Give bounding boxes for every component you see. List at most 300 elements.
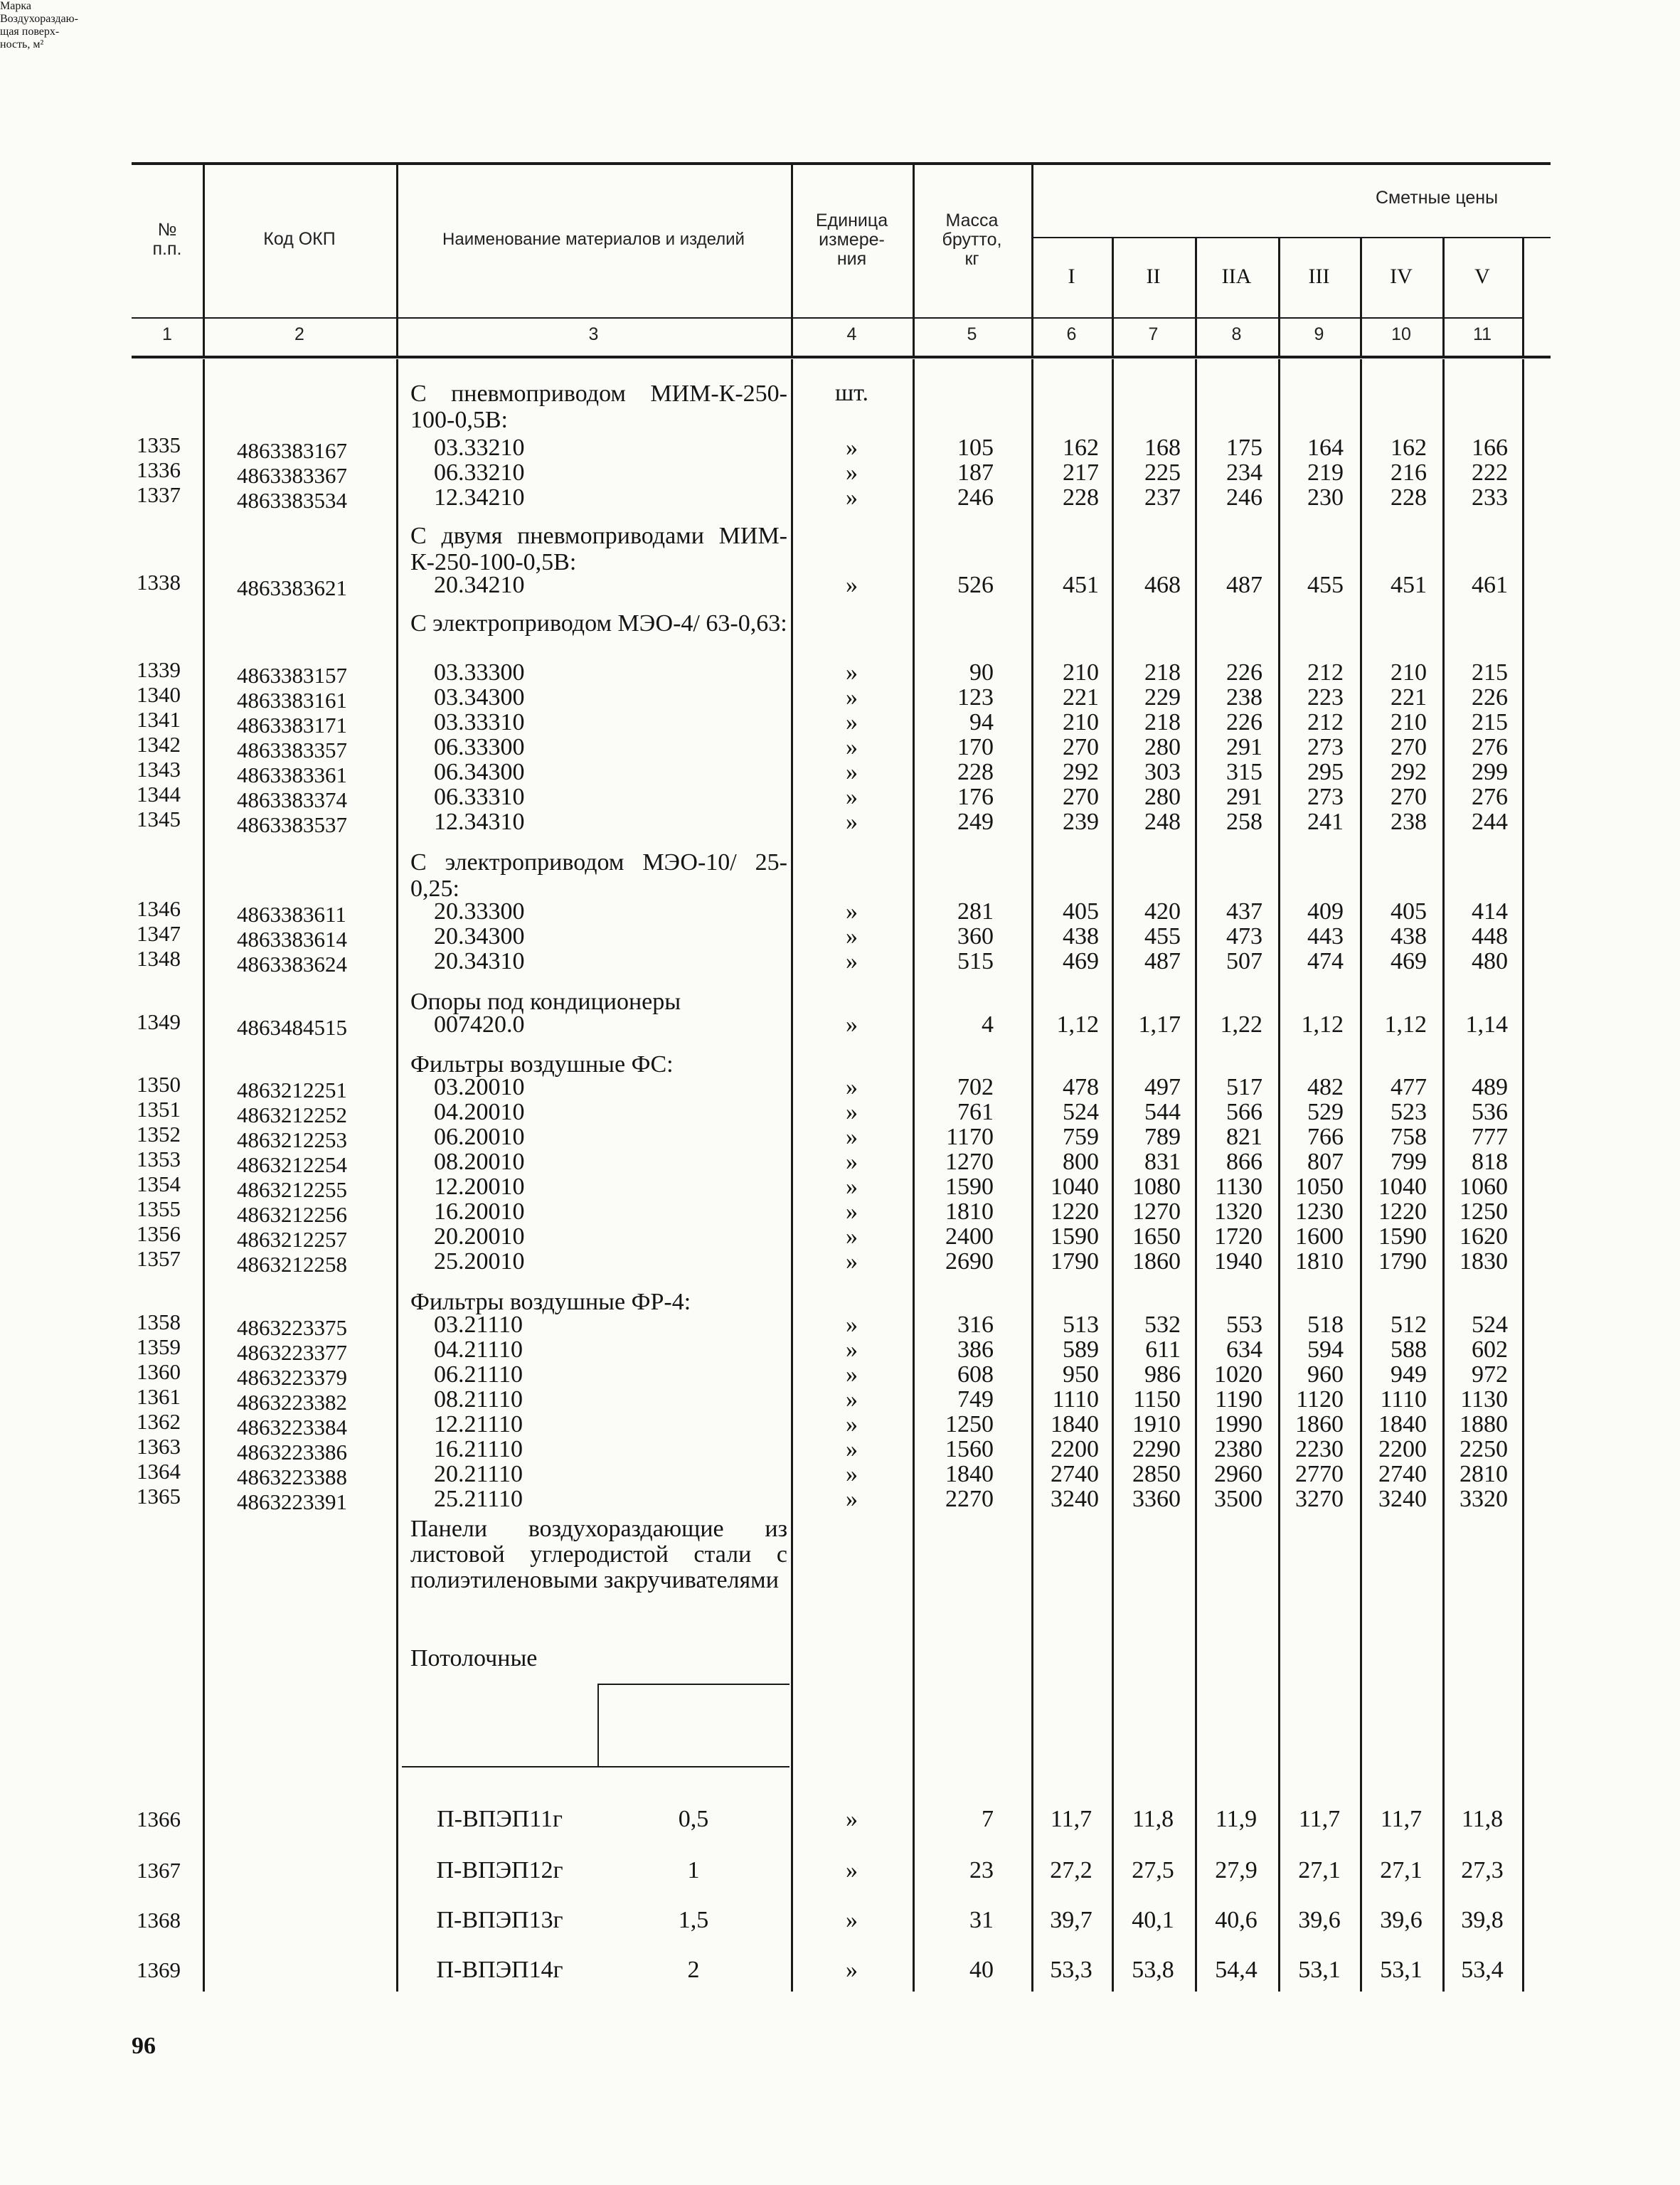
price-zone-3: 437 <box>1226 898 1262 925</box>
gross-mass: 749 <box>957 1386 994 1413</box>
okp-code: 4863212255 <box>237 1177 347 1202</box>
price-zone-4: 443 <box>1307 923 1344 950</box>
group-title: С электроприводом МЭО-4/ 63-0,63: <box>410 610 787 637</box>
price-zone-6: 27,3 <box>1461 1857 1504 1883</box>
price-zone-5: 799 <box>1391 1149 1427 1175</box>
price-zone-5: 292 <box>1391 759 1427 785</box>
item-code: 16.21110 <box>434 1436 523 1462</box>
okp-code: 4863383367 <box>237 463 347 488</box>
gross-mass: 228 <box>957 759 994 785</box>
price-zone-3: 1320 <box>1214 1198 1262 1225</box>
price-zone-3: 226 <box>1226 709 1262 735</box>
item-code: 16.20010 <box>434 1198 525 1225</box>
unit: » <box>846 784 858 810</box>
price-zone-5: 1110 <box>1380 1386 1427 1413</box>
price-zone-3: 1130 <box>1215 1174 1262 1200</box>
item-code: 03.34300 <box>434 684 525 711</box>
price-zone-5: 1040 <box>1378 1174 1427 1200</box>
gross-mass: 40 <box>969 1957 994 1983</box>
price-zone-3: 54,4 <box>1215 1957 1258 1983</box>
price-zone-5: 221 <box>1391 684 1427 711</box>
price-zone-3: 507 <box>1226 948 1262 974</box>
unit: » <box>846 1806 858 1832</box>
gross-mass: 1270 <box>945 1149 994 1175</box>
unit: » <box>846 1486 858 1512</box>
price-zone-4: 1230 <box>1295 1198 1344 1225</box>
price-zone-3: 473 <box>1226 923 1262 950</box>
price-zone-2: 487 <box>1144 948 1181 974</box>
price-zone-5: 210 <box>1391 709 1427 735</box>
price-zone-1: 524 <box>1063 1099 1099 1125</box>
price-zone-6: 602 <box>1472 1336 1508 1363</box>
row-number: 1335 <box>137 432 181 457</box>
header-no: № п.п. <box>152 220 182 259</box>
price-zone-2: 544 <box>1144 1099 1181 1125</box>
gross-mass: 176 <box>957 784 994 810</box>
column-number-11: 11 <box>1473 324 1492 344</box>
price-zone-2: 248 <box>1144 809 1181 835</box>
gross-mass: 123 <box>957 684 994 711</box>
unit: » <box>846 898 858 925</box>
item-code: 12.34310 <box>434 809 525 835</box>
price-zone-1: 759 <box>1063 1124 1099 1150</box>
price-zone-6: 414 <box>1472 898 1508 925</box>
price-zone-3: 566 <box>1226 1099 1262 1125</box>
group-title: Панели воздухораздающие из листовой углеродистой стали с полиэтиленовыми закручивателями <box>410 1516 787 1593</box>
unit: » <box>846 1124 858 1150</box>
unit: » <box>846 435 858 461</box>
price-zone-3: 821 <box>1226 1124 1262 1150</box>
price-zone-5: 477 <box>1391 1074 1427 1100</box>
rule-horizontal <box>132 317 1522 319</box>
price-zone-6: 1,14 <box>1465 1011 1508 1038</box>
price-zone-6: 276 <box>1472 734 1508 760</box>
rule-vertical <box>203 359 205 1992</box>
price-zone-1: 210 <box>1063 659 1099 686</box>
price-zone-2: 1860 <box>1132 1248 1181 1275</box>
item-code: 06.20010 <box>434 1124 525 1150</box>
price-zone-6: 39,8 <box>1461 1907 1504 1933</box>
unit: » <box>846 1461 858 1487</box>
item-code: 06.33210 <box>434 459 525 486</box>
okp-code: 4863383361 <box>237 762 347 787</box>
price-zone-4: 223 <box>1307 684 1344 711</box>
okp-code: 4863484515 <box>237 1015 347 1040</box>
price-zone-4: 1810 <box>1295 1248 1344 1275</box>
price-zone-3: 634 <box>1226 1336 1262 1363</box>
column-number-10: 10 <box>1391 324 1411 344</box>
rule-vertical <box>597 1684 599 1767</box>
unit: » <box>846 809 858 835</box>
price-zone-1: 1110 <box>1052 1386 1099 1413</box>
row-number: 1347 <box>137 921 181 946</box>
price-zone-1: 39,7 <box>1050 1907 1092 1933</box>
group-title: Фильтры воздушные ФР-4: <box>410 1289 691 1315</box>
price-zone-3: 291 <box>1226 734 1262 760</box>
price-zone-2: 831 <box>1144 1149 1181 1175</box>
price-zone-2: 1910 <box>1132 1411 1181 1437</box>
price-zone-5: 1590 <box>1378 1223 1427 1250</box>
price-zone-4: 273 <box>1307 784 1344 810</box>
price-zone-6: 226 <box>1472 684 1508 711</box>
header-unit: Единица измере- ния <box>815 211 888 269</box>
price-zone-5: 270 <box>1391 734 1427 760</box>
price-zone-6: 480 <box>1472 948 1508 974</box>
price-zone-4: 164 <box>1307 435 1344 461</box>
price-zone-1: 800 <box>1063 1149 1099 1175</box>
gross-mass: 246 <box>957 484 994 511</box>
price-zone-2: 789 <box>1144 1124 1181 1150</box>
group-title: Опоры под кондиционеры <box>410 989 681 1015</box>
row-number: 1351 <box>137 1097 181 1122</box>
price-zone-2: 1,17 <box>1138 1011 1181 1038</box>
price-zone-2: 611 <box>1145 1336 1181 1363</box>
okp-code: 4863383621 <box>237 575 347 600</box>
gross-mass: 2270 <box>945 1486 994 1512</box>
unit: » <box>846 1248 858 1275</box>
price-zone-1: 2200 <box>1051 1436 1099 1462</box>
price-zone-1: 478 <box>1063 1074 1099 1100</box>
row-number: 1358 <box>137 1309 181 1334</box>
price-zone-4: 1860 <box>1295 1411 1344 1437</box>
unit: » <box>846 1857 858 1883</box>
unit: » <box>846 1957 858 1983</box>
price-zone-4: 2770 <box>1295 1461 1344 1487</box>
gross-mass: 1840 <box>945 1461 994 1487</box>
okp-code: 4863212253 <box>237 1127 347 1152</box>
price-zone-4: 529 <box>1307 1099 1344 1125</box>
air-surface: 1,5 <box>678 1907 709 1933</box>
price-zone-6: 215 <box>1472 659 1508 686</box>
panel-mark: П-ВПЭП14г <box>436 1957 563 1983</box>
price-zone-3: 2380 <box>1214 1436 1262 1462</box>
price-zone-3: 11,9 <box>1215 1806 1258 1832</box>
price-zone-5: 216 <box>1391 459 1427 486</box>
price-zone-1: 270 <box>1063 784 1099 810</box>
row-number: 1368 <box>137 1908 181 1933</box>
price-zone-3: 40,6 <box>1215 1907 1258 1933</box>
unit: » <box>846 1361 858 1388</box>
row-number: 1365 <box>137 1484 181 1509</box>
row-number: 1354 <box>137 1171 181 1196</box>
row-number: 1361 <box>137 1384 181 1409</box>
gross-mass: 515 <box>957 948 994 974</box>
price-zone-4: 960 <box>1307 1361 1344 1388</box>
price-zone-5: 523 <box>1391 1099 1427 1125</box>
row-number: 1367 <box>137 1858 181 1883</box>
okp-code: 4863223382 <box>237 1390 347 1415</box>
unit: » <box>846 1312 858 1338</box>
gross-mass: 1560 <box>945 1436 994 1462</box>
price-zone-6: 233 <box>1472 484 1508 511</box>
price-zone-4: 1,12 <box>1301 1011 1344 1038</box>
price-zone-4: 1050 <box>1295 1174 1344 1200</box>
price-zone-5: 405 <box>1391 898 1427 925</box>
price-zone-1: 1220 <box>1051 1198 1099 1225</box>
column-number-1: 1 <box>162 324 172 344</box>
price-zone-2: 468 <box>1144 572 1181 598</box>
price-zone-1: 513 <box>1063 1312 1099 1338</box>
price-zone-6: 461 <box>1472 572 1508 598</box>
item-code: 12.21110 <box>434 1411 523 1437</box>
price-zone-3: 1990 <box>1214 1411 1262 1437</box>
price-zone-2: 2290 <box>1132 1436 1181 1462</box>
unit: » <box>846 1907 858 1933</box>
price-zone-6: 448 <box>1472 923 1508 950</box>
price-zone-5: 2740 <box>1378 1461 1427 1487</box>
price-zone-2: 53,8 <box>1132 1957 1174 1983</box>
okp-code: 4863223391 <box>237 1489 347 1514</box>
unit: » <box>846 1011 858 1038</box>
price-zone-6: 1250 <box>1460 1198 1508 1225</box>
item-code: 007420.0 <box>434 1011 525 1038</box>
price-zone-5: 53,1 <box>1380 1957 1423 1983</box>
price-zone-6: 972 <box>1472 1361 1508 1388</box>
sub-header-surface: Воздухораздаю- щая поверх- ность, м² <box>0 13 78 50</box>
unit: » <box>846 1223 858 1250</box>
row-number: 1356 <box>137 1221 181 1246</box>
okp-code: 4863383614 <box>237 927 347 952</box>
price-zone-2: 237 <box>1144 484 1181 511</box>
price-zone-4: 1120 <box>1296 1386 1344 1413</box>
price-zone-1: 221 <box>1063 684 1099 711</box>
unit: » <box>846 759 858 785</box>
price-zone-1: 3240 <box>1051 1486 1099 1512</box>
price-zone-5: 1220 <box>1378 1198 1427 1225</box>
price-zone-2: 280 <box>1144 734 1181 760</box>
price-zone-1: 11,7 <box>1050 1806 1092 1832</box>
price-zone-1: 27,2 <box>1050 1857 1092 1883</box>
gross-mass: 187 <box>957 459 994 486</box>
price-zone-2: 1650 <box>1132 1223 1181 1250</box>
price-zone-4: 212 <box>1307 709 1344 735</box>
okp-code: 4863212256 <box>237 1202 347 1227</box>
column-number-3: 3 <box>588 324 599 344</box>
item-code: 03.21110 <box>434 1312 523 1338</box>
header-okp-code: Код ОКП <box>263 229 336 249</box>
item-code: 06.33310 <box>434 784 525 810</box>
gross-mass: 702 <box>957 1074 994 1100</box>
item-code: 25.20010 <box>434 1248 525 1275</box>
price-zone-3: 2960 <box>1214 1461 1262 1487</box>
price-zone-3: 866 <box>1226 1149 1262 1175</box>
price-zone-2: 40,1 <box>1132 1907 1174 1933</box>
item-code: 20.34310 <box>434 948 525 974</box>
gross-mass: 1590 <box>945 1174 994 1200</box>
price-zone-4: 3270 <box>1295 1486 1344 1512</box>
price-zone-6: 53,4 <box>1461 1957 1504 1983</box>
gross-mass: 360 <box>957 923 994 950</box>
row-number: 1369 <box>137 1957 181 1982</box>
unit: » <box>846 1198 858 1225</box>
okp-code: 4863212254 <box>237 1152 347 1177</box>
header-zone-2: II <box>1146 265 1161 288</box>
row-number: 1362 <box>137 1409 181 1434</box>
item-code: 06.21110 <box>434 1361 523 1388</box>
row-number: 1339 <box>137 657 181 682</box>
okp-code: 4863383534 <box>237 488 347 513</box>
item-code: 12.34210 <box>434 484 525 511</box>
unit: » <box>846 1099 858 1125</box>
gross-mass: 1810 <box>945 1198 994 1225</box>
unit: » <box>846 1436 858 1462</box>
okp-code: 4863212251 <box>237 1078 347 1102</box>
price-zone-2: 11,8 <box>1132 1806 1174 1832</box>
item-code: 03.33210 <box>434 435 525 461</box>
item-code: 20.33300 <box>434 898 525 925</box>
price-zone-1: 228 <box>1063 484 1099 511</box>
price-zone-4: 273 <box>1307 734 1344 760</box>
unit: » <box>846 459 858 486</box>
price-zone-6: 777 <box>1472 1124 1508 1150</box>
item-code: 03.33300 <box>434 659 525 686</box>
price-zone-2: 3360 <box>1132 1486 1181 1512</box>
price-zone-3: 258 <box>1226 809 1262 835</box>
price-zone-4: 455 <box>1307 572 1344 598</box>
price-zone-1: 162 <box>1063 435 1099 461</box>
price-zone-1: 1840 <box>1051 1411 1099 1437</box>
price-zone-1: 589 <box>1063 1336 1099 1363</box>
price-zone-6: 276 <box>1472 784 1508 810</box>
price-zone-4: 518 <box>1307 1312 1344 1338</box>
price-zone-6: 1130 <box>1460 1386 1508 1413</box>
price-zone-3: 291 <box>1226 784 1262 810</box>
price-zone-3: 234 <box>1226 459 1262 486</box>
unit: » <box>846 484 858 511</box>
okp-code: 4863383357 <box>237 738 347 762</box>
item-code: 08.21110 <box>434 1386 523 1413</box>
gross-mass: 1170 <box>946 1124 994 1150</box>
unit: » <box>846 923 858 950</box>
rule-horizontal <box>1031 237 1551 238</box>
unit: » <box>846 948 858 974</box>
row-number: 1348 <box>137 946 181 971</box>
price-zone-4: 1600 <box>1295 1223 1344 1250</box>
unit: » <box>846 1411 858 1437</box>
price-zone-6: 3320 <box>1460 1486 1508 1512</box>
okp-code: 4863383624 <box>237 952 347 977</box>
price-zone-5: 27,1 <box>1380 1857 1423 1883</box>
price-zone-3: 27,9 <box>1215 1857 1258 1883</box>
price-zone-4: 594 <box>1307 1336 1344 1363</box>
group-title: С пневмоприводом МИМ-К-250-100-0,5В: <box>410 381 787 433</box>
row-number: 1360 <box>137 1359 181 1384</box>
price-zone-5: 588 <box>1391 1336 1427 1363</box>
column-number-7: 7 <box>1148 324 1159 344</box>
okp-code: 4863223384 <box>237 1415 347 1440</box>
price-zone-1: 469 <box>1063 948 1099 974</box>
price-zone-2: 225 <box>1144 459 1181 486</box>
rule-vertical <box>1522 359 1524 1992</box>
column-number-8: 8 <box>1231 324 1242 344</box>
price-zone-1: 405 <box>1063 898 1099 925</box>
okp-code: 4863212258 <box>237 1252 347 1277</box>
item-code: 25.21110 <box>434 1486 523 1512</box>
row-number: 1359 <box>137 1334 181 1359</box>
row-number: 1337 <box>137 482 181 507</box>
price-zone-4: 2230 <box>1295 1436 1344 1462</box>
price-zone-6: 1830 <box>1460 1248 1508 1275</box>
price-zone-1: 1590 <box>1051 1223 1099 1250</box>
header-mass: Масса брутто, кг <box>942 211 1002 269</box>
price-zone-6: 1620 <box>1460 1223 1508 1250</box>
unit: » <box>846 1149 858 1175</box>
price-zone-4: 53,1 <box>1298 1957 1341 1983</box>
price-zone-5: 438 <box>1391 923 1427 950</box>
column-number-9: 9 <box>1314 324 1324 344</box>
row-number: 1353 <box>137 1147 181 1171</box>
item-code: 08.20010 <box>434 1149 525 1175</box>
price-zone-4: 230 <box>1307 484 1344 511</box>
unit: » <box>846 1074 858 1100</box>
price-zone-3: 517 <box>1226 1074 1262 1100</box>
rule-horizontal <box>402 1766 790 1767</box>
row-number: 1352 <box>137 1122 181 1147</box>
group-title: С двумя пневмоприводами МИМ-К-250-100-0,5В: <box>410 523 787 575</box>
price-zone-5: 39,6 <box>1380 1907 1423 1933</box>
unit: » <box>846 734 858 760</box>
row-number: 1345 <box>137 807 181 831</box>
item-code: 20.20010 <box>434 1223 525 1250</box>
price-zone-6: 1060 <box>1460 1174 1508 1200</box>
price-zone-2: 986 <box>1144 1361 1181 1388</box>
price-zone-1: 1040 <box>1051 1174 1099 1200</box>
panel-mark: П-ВПЭП11г <box>437 1806 563 1832</box>
rule-vertical <box>396 359 398 1992</box>
price-zone-5: 758 <box>1391 1124 1427 1150</box>
price-zone-4: 219 <box>1307 459 1344 486</box>
gross-mass: 4 <box>982 1011 994 1038</box>
price-zone-3: 1190 <box>1215 1386 1262 1413</box>
price-zone-1: 438 <box>1063 923 1099 950</box>
column-number-4: 4 <box>846 324 857 344</box>
price-zone-1: 292 <box>1063 759 1099 785</box>
gross-mass: 526 <box>957 572 994 598</box>
price-zone-6: 524 <box>1472 1312 1508 1338</box>
gross-mass: 761 <box>957 1099 994 1125</box>
price-zone-1: 1790 <box>1051 1248 1099 1275</box>
price-zone-5: 11,7 <box>1380 1806 1423 1832</box>
item-code: 12.20010 <box>434 1174 525 1200</box>
okp-code: 4863383161 <box>237 688 347 713</box>
price-zone-6: 489 <box>1472 1074 1508 1100</box>
gross-mass: 94 <box>969 709 994 735</box>
gross-mass: 2400 <box>945 1223 994 1250</box>
row-number: 1343 <box>137 757 181 782</box>
price-zone-6: 818 <box>1472 1149 1508 1175</box>
air-surface: 0,5 <box>678 1806 709 1832</box>
price-zone-6: 536 <box>1472 1099 1508 1125</box>
price-zone-4: 295 <box>1307 759 1344 785</box>
panel-mark: П-ВПЭП13г <box>436 1907 563 1933</box>
row-number: 1349 <box>137 1009 181 1034</box>
row-number: 1342 <box>137 732 181 757</box>
header-zone-5: IV <box>1390 265 1413 288</box>
price-zone-2: 532 <box>1144 1312 1181 1338</box>
price-zone-6: 11,8 <box>1461 1806 1504 1832</box>
price-zone-4: 474 <box>1307 948 1344 974</box>
row-number: 1350 <box>137 1072 181 1097</box>
price-zone-5: 238 <box>1391 809 1427 835</box>
price-zone-1: 239 <box>1063 809 1099 835</box>
price-zone-4: 807 <box>1307 1149 1344 1175</box>
panel-mark: П-ВПЭП12г <box>436 1857 563 1883</box>
item-code: 06.34300 <box>434 759 525 785</box>
item-code: 06.33300 <box>434 734 525 760</box>
row-number: 1355 <box>137 1196 181 1221</box>
unit: » <box>846 1336 858 1363</box>
row-number: 1346 <box>137 896 181 921</box>
